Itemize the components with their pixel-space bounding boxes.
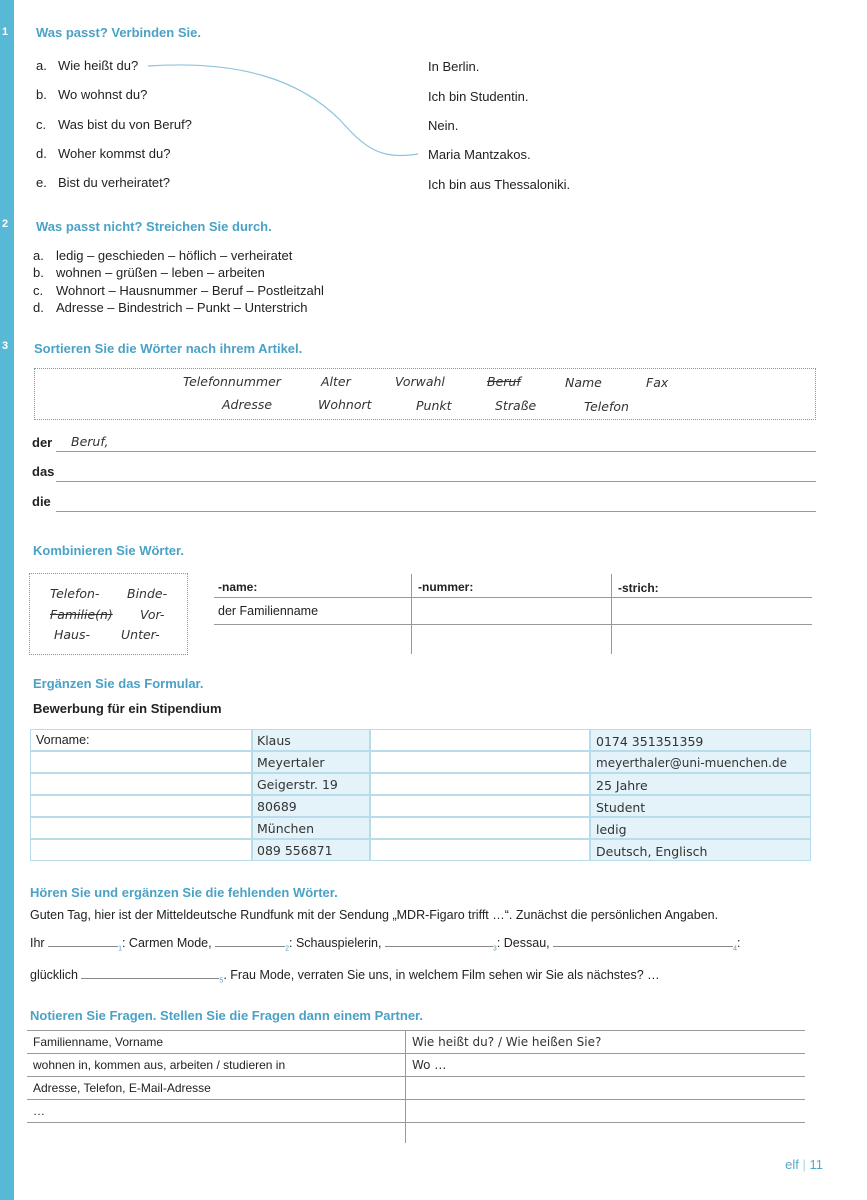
- ex2-letter-a: a.: [33, 248, 44, 263]
- ex2-item-b: wohnen – grüßen – leben – arbeiten: [56, 265, 265, 280]
- ex3-word: Wohnort: [318, 397, 372, 412]
- page-footer: [785, 1157, 823, 1172]
- form-cell[interactable]: [30, 839, 252, 861]
- form-cell[interactable]: [30, 817, 252, 839]
- ex3-word: Punkt: [416, 398, 452, 413]
- ex4-col-divider: [611, 574, 612, 654]
- ex1-connector-line: [0, 0, 867, 200]
- ex6-line-2: [30, 968, 660, 985]
- ex2-title: Was passt nicht? Streichen Sie durch.: [36, 219, 272, 234]
- ex1-letter-b: b.: [36, 87, 47, 102]
- ex4-word: Unter-: [121, 627, 160, 642]
- form-cell[interactable]: [370, 729, 590, 751]
- ex7-title: Notieren Sie Fragen. Stellen Sie die Fragen dann einem Partner.: [30, 1008, 424, 1023]
- form-cell[interactable]: [30, 795, 252, 817]
- form-value: 80689: [257, 799, 297, 814]
- ex1-question-c: Was bist du von Beruf?: [58, 117, 192, 132]
- form-value: Meyertaler: [257, 755, 325, 770]
- ex7-right-cell: Wie heißt du? / Wie heißen Sie?: [412, 1035, 602, 1049]
- ex7-col-divider: [405, 1030, 406, 1143]
- ex1-question-a: Wie heißt du?: [58, 58, 139, 73]
- gap-number: 2: [285, 945, 289, 953]
- ex2-item-c: Wohnort – Hausnummer – Beruf – Postleitzahl: [56, 283, 324, 298]
- ex1-letter-c: c.: [36, 117, 47, 132]
- form-value: Geigerstr. 19: [257, 777, 338, 792]
- die-line[interactable]: [56, 511, 816, 512]
- form-cell[interactable]: [370, 795, 590, 817]
- ex6-text: glücklich: [30, 968, 78, 982]
- ex4-row-line: [214, 597, 812, 598]
- ex6-text: . Frau Mode, verraten Sie uns, in welchem Film sehen wir Sie als nächstes? …: [223, 968, 660, 982]
- form-cell[interactable]: [370, 839, 590, 861]
- gap-3[interactable]: [385, 936, 493, 947]
- footer-separator: |: [802, 1157, 806, 1172]
- gap-number: 1: [118, 945, 122, 953]
- ex7-left-cell: …: [33, 1104, 45, 1118]
- ex7-left-cell: Familienname, Vorname: [33, 1035, 164, 1049]
- form-value: Klaus: [257, 733, 291, 748]
- ex3-word-crossed: Beruf: [487, 374, 521, 389]
- ex4-word: Telefon-: [50, 586, 100, 601]
- ex4-example: der Familienname: [218, 604, 319, 618]
- ex6-line-1: [30, 936, 741, 953]
- ex4-word: Binde-: [127, 586, 168, 601]
- article-das: das: [32, 464, 55, 479]
- ex5-title: Ergänzen Sie das Formular.: [33, 676, 204, 691]
- form-value: Deutsch, Englisch: [596, 844, 708, 859]
- article-der: der: [32, 435, 53, 450]
- page-number: 11: [809, 1157, 823, 1172]
- form-value: München: [257, 821, 315, 836]
- ex1-question-e: Bist du verheiratet?: [58, 175, 171, 190]
- ex3-word: Fax: [646, 375, 669, 390]
- der-answer: Beruf,: [71, 434, 109, 449]
- form-cell[interactable]: [30, 751, 252, 773]
- ex4-title: Kombinieren Sie Wörter.: [33, 543, 184, 558]
- ex2-item-a: ledig – geschieden – höflich – verheiratet: [56, 248, 293, 263]
- ex6-text: : Dessau,: [496, 936, 550, 950]
- ex1-answer-1: In Berlin.: [428, 59, 480, 74]
- ex3-word: Adresse: [222, 397, 273, 412]
- form-value: 0174 351351359: [596, 734, 704, 749]
- der-line[interactable]: [56, 451, 816, 452]
- ex2-letter-d: d.: [33, 300, 44, 315]
- ex3-word: Name: [565, 375, 602, 390]
- form-cell[interactable]: [370, 773, 590, 795]
- form-value: ledig: [596, 822, 627, 837]
- ex4-col-divider: [411, 574, 412, 654]
- gap-number: 3: [492, 945, 497, 953]
- ex1-answer-3: Nein.: [428, 118, 459, 133]
- ex6-text: : Schauspielerin,: [289, 936, 382, 950]
- exercise-number-3: 3: [1, 340, 9, 352]
- ex7-row-line: [27, 1099, 805, 1100]
- ex7-left-cell: Adresse, Telefon, E-Mail-Adresse: [33, 1081, 211, 1095]
- ex4-word-crossed: Familie(n): [50, 607, 113, 622]
- ex3-word: Alter: [321, 374, 351, 389]
- gap-5[interactable]: [81, 968, 219, 979]
- ex7-left-cell: wohnen in, kommen aus, arbeiten / studieren in: [33, 1058, 286, 1072]
- ex1-answer-5: Ich bin aus Thessaloniki.: [428, 177, 571, 192]
- gap-2[interactable]: [215, 936, 285, 947]
- article-die: die: [32, 494, 51, 509]
- ex7-row-line: [27, 1030, 805, 1031]
- form-value: 089 556871: [257, 843, 333, 858]
- das-line[interactable]: [56, 481, 816, 482]
- ex1-answer-2: Ich bin Studentin.: [428, 89, 529, 104]
- ex1-letter-e: e.: [36, 175, 47, 190]
- ex2-letter-c: c.: [33, 283, 44, 298]
- exercise-number-1: 1: [1, 26, 9, 38]
- ex2-letter-b: b.: [33, 265, 44, 280]
- ex3-word: Telefonnummer: [183, 374, 281, 389]
- gap-4[interactable]: [553, 936, 733, 947]
- ex6-text: Ihr: [30, 936, 45, 950]
- gap-number: 4: [733, 945, 738, 953]
- form-value: Student: [596, 800, 646, 815]
- ex4-header-nummer: -nummer:: [418, 580, 474, 594]
- form-label-vorname: Vorname:: [36, 733, 90, 747]
- ex4-word: Vor-: [140, 607, 165, 622]
- exercise-number-2: 2: [1, 218, 9, 230]
- ex4-header-strich: -strich:: [618, 581, 659, 595]
- ex1-letter-d: d.: [36, 146, 47, 161]
- form-cell[interactable]: [370, 817, 590, 839]
- form-cell[interactable]: [30, 773, 252, 795]
- ex1-answer-4: Maria Mantzakos.: [428, 147, 531, 162]
- gap-1[interactable]: [48, 936, 118, 947]
- ex6-text: :: [737, 936, 741, 950]
- form-value: meyerthaler@uni-muenchen.de: [596, 756, 787, 770]
- ex3-word: Telefon: [584, 399, 629, 414]
- ex6-text: : Carmen Mode,: [121, 936, 212, 950]
- ex2-item-d: Adresse – Bindestrich – Punkt – Unterstrich: [56, 300, 308, 315]
- ex7-row-line: [27, 1053, 805, 1054]
- ex7-row-line: [27, 1076, 805, 1077]
- ex1-letter-a: a.: [36, 58, 47, 73]
- ex4-row-line: [214, 624, 812, 625]
- brand-text: elf: [785, 1157, 799, 1172]
- form-value: 25 Jahre: [596, 778, 648, 793]
- form-cell[interactable]: [370, 751, 590, 773]
- ex3-title: Sortieren Sie die Wörter nach ihrem Artikel.: [34, 341, 303, 356]
- ex7-row-line: [27, 1122, 805, 1123]
- ex6-intro: Guten Tag, hier ist der Mitteldeutsche Rundfunk mit der Sendung „MDR-Figaro trifft …“. Zunächst die persönlichen Angaben.: [30, 908, 719, 922]
- gap-number: 5: [219, 977, 224, 985]
- ex5-subtitle: Bewerbung für ein Stipendium: [33, 701, 222, 716]
- ex3-word: Straße: [495, 398, 537, 413]
- ex4-word: Haus-: [54, 627, 91, 642]
- ex3-word: Vorwahl: [395, 374, 445, 389]
- ex1-title: Was passt? Verbinden Sie.: [36, 25, 201, 40]
- ex6-title: Hören Sie und ergänzen Sie die fehlenden Wörter.: [30, 885, 338, 900]
- ex4-header-name: -name:: [218, 580, 258, 594]
- ex1-question-d: Woher kommst du?: [58, 146, 171, 161]
- ex1-question-b: Wo wohnst du?: [58, 87, 148, 102]
- ex7-right-cell: Wo …: [412, 1058, 447, 1072]
